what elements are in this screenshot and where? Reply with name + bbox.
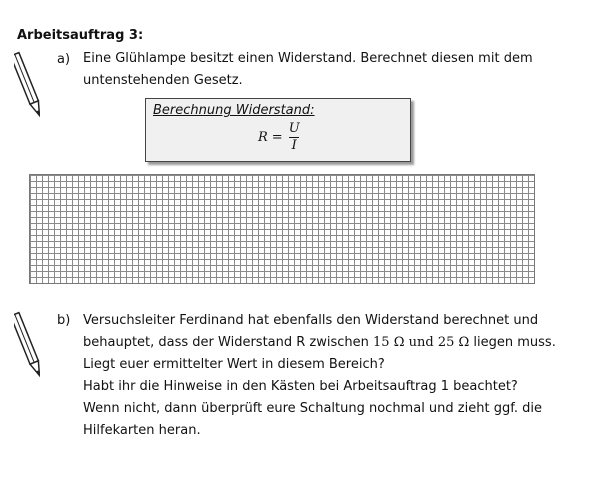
formula-lhs: R [258,130,268,145]
task-title: Arbeitsauftrag 3: [17,28,144,43]
task-b-line-3: Liegt euer ermittelter Wert in diesem Bereich? [83,357,385,372]
task-a-line-2: untenstehenden Gesetz. [83,73,243,88]
pencil-icon [14,48,40,124]
formula-numerator: U [288,121,300,136]
task-b-line-1: Versuchsleiter Ferdinand hat ebenfalls den Widerstand berechnet und [83,313,539,328]
task-b-line-5: Wenn nicht, dann überprüft eure Schaltung nochmal und zieht ggf. die [83,401,542,416]
task-a-line-1: Eine Glühlampe besitzt einen Widerstand. Berechnet diesen mit dem [83,51,533,66]
answer-grid[interactable] [29,174,535,284]
formula-denominator: I [291,138,297,153]
pencil-icon [14,308,40,384]
task-b-line-6: Hilfekarten heran. [83,423,201,438]
task-b-line-2-post: liegen muss. [469,335,556,350]
formula-fraction [289,121,300,154]
task-label-b: b) [57,313,71,328]
task-b-line-2 [83,332,556,354]
resistance-formula [258,121,300,154]
task-label-a: a) [57,52,71,67]
task-a-text [83,48,551,92]
formula-heading: Berechnung Widerstand: [153,103,315,118]
formula-box [145,98,411,162]
resistance-range: 15 Ω und 25 Ω [373,335,470,350]
task-b-line-4: Habt ihr die Hinweise in den Kästen bei Arbeitsauftrag 1 beachtet? [83,379,518,394]
task-b-text [83,310,556,442]
formula-equals: = [271,130,283,145]
task-b-line-2-pre: behauptet, dass der Widerstand R zwischen [83,335,374,350]
